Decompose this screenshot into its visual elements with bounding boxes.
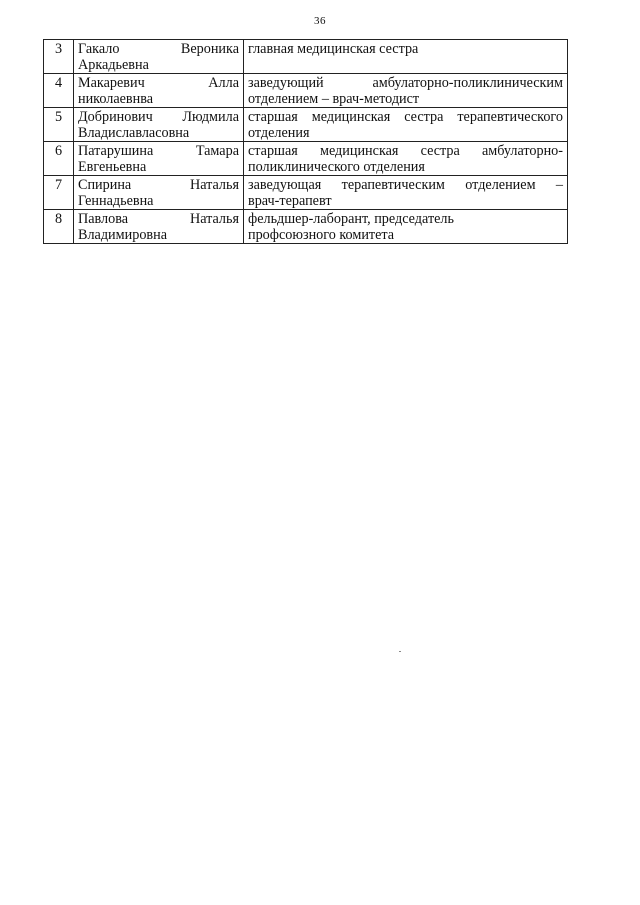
name-line [78,143,239,159]
surname: Патарушина [78,143,154,159]
row-number: 6 [44,142,74,176]
first-name: Вероника [180,41,239,57]
position-text: врач-терапевт [248,193,332,209]
patronymic: Владиславласовна [78,125,190,141]
first-name: Наталья [189,211,239,227]
name-line [78,177,239,193]
table-row [44,40,568,74]
patronymic: николаевнва [78,91,154,107]
first-name: Людмила [182,109,239,125]
table-row [44,142,568,176]
row-number: 3 [44,40,74,74]
person-name-cell [74,176,244,210]
surname: Добринович [78,109,153,125]
patronymic: Аркадьевна [78,57,149,73]
person-name-cell [74,40,244,74]
position-text: отделением – врач-методист [248,91,420,107]
position-text: заведующий амбулаторно-поликлиническим [248,75,563,91]
position-cell [244,74,568,108]
person-name-cell [74,142,244,176]
position-text: старшая медицинская сестра амбулаторно- [248,143,563,159]
position-cell [244,142,568,176]
row-number: 5 [44,108,74,142]
first-name: Наталья [189,177,239,193]
patronymic: Евгеньевна [78,159,147,175]
person-name-cell [74,108,244,142]
name-line [78,109,239,125]
name-line [78,75,239,91]
table-row [44,210,568,244]
page-number: 36 [314,15,326,27]
position-text: фельдшер-лаборант, председатель [248,211,454,227]
table-row [44,108,568,142]
position-text: поликлинического отделения [248,159,425,175]
table-row [44,176,568,210]
patronymic: Геннадьевна [78,193,154,209]
staff-table [43,39,568,244]
position-text: профсоюзного комитета [248,227,395,243]
surname: Гакало [78,41,120,57]
surname: Макаревич [78,75,145,91]
person-name-cell [74,74,244,108]
patronymic: Владимировна [78,227,167,243]
position-cell [244,40,568,74]
surname: Спирина [78,177,132,193]
name-line [78,211,239,227]
position-text: главная медицинская сестра [248,41,419,57]
first-name: Тамара [195,143,239,159]
table-row [44,74,568,108]
first-name: Алла [208,75,239,91]
scan-speck [399,651,401,652]
position-cell [244,108,568,142]
position-text: старшая медицинская сестра терапевтического [248,109,563,125]
row-number: 8 [44,210,74,244]
name-line [78,41,239,57]
person-name-cell [74,210,244,244]
position-cell [244,176,568,210]
row-number: 7 [44,176,74,210]
surname: Павлова [78,211,129,227]
staff-table-body [44,40,568,244]
row-number: 4 [44,74,74,108]
position-cell [244,210,568,244]
position-text: заведующая терапевтическим отделением – [248,177,563,193]
position-text: отделения [248,125,310,141]
